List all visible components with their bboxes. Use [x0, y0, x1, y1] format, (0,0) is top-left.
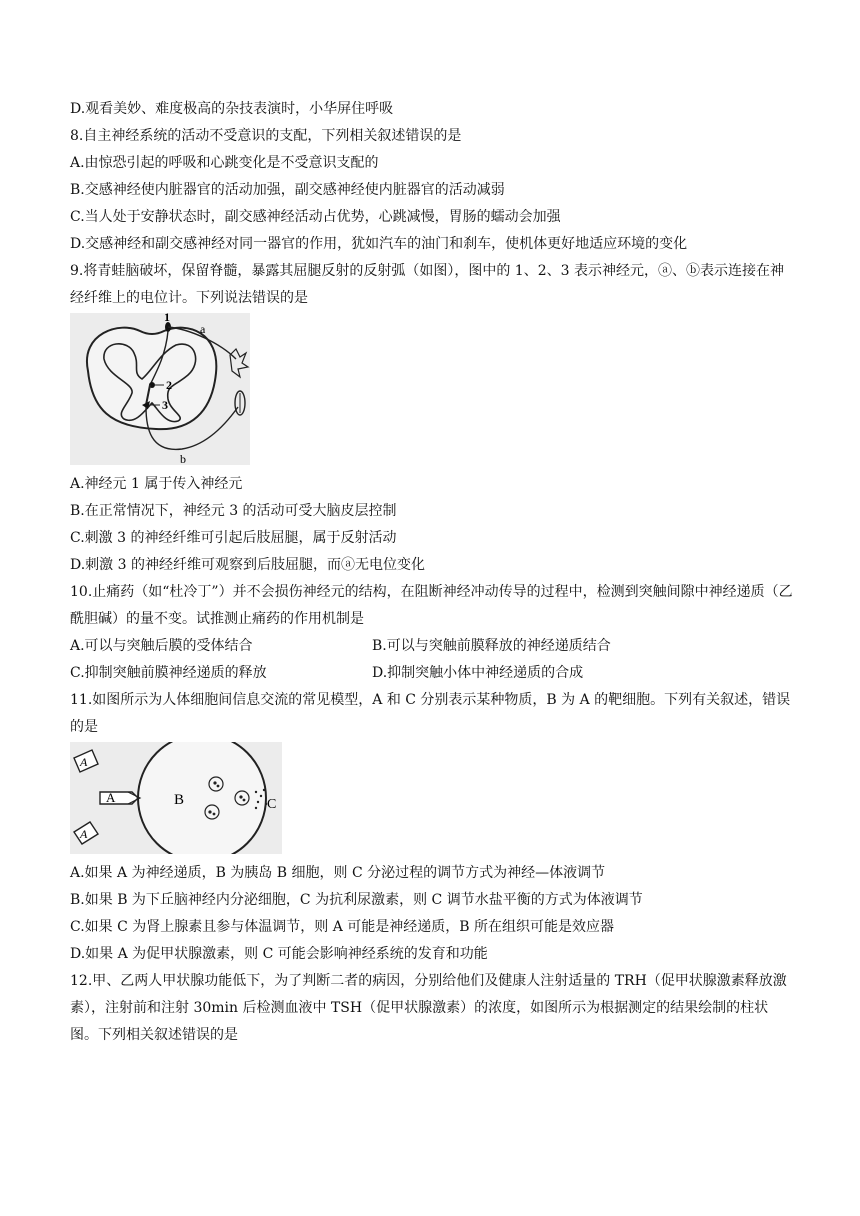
q8-stem: 8.自主神经系统的活动不受意识的支配，下列相关叙述错误的是	[70, 128, 462, 144]
label-b: B	[174, 792, 185, 808]
label-b: b	[180, 452, 186, 465]
q11-option-a: A.如果 A 为神经递质，B 为胰岛 B 细胞，则 C 分泌过程的调节方式为神经—体液调节	[70, 865, 606, 881]
q9-option-c: C.刺激 3 的神经纤维可引起后肢屈腿，属于反射活动	[70, 530, 397, 546]
label-1: 1	[164, 313, 170, 324]
q11-option-b: B.如果 B 为下丘脑神经内分泌细胞，C 为抗利尿激素，则 C 调节水盐平衡的方式为体液调节	[70, 892, 643, 908]
q10-option-b: B.可以与突触前膜释放的神经递质结合	[372, 638, 611, 654]
q10-option-c: C.抑制突触前膜神经递质的释放	[70, 665, 267, 681]
q11-option-c: C.如果 C 为肾上腺素且参与体温调节，则 A 可能是神经递质，B 所在组织可能是效应器	[70, 919, 615, 935]
label-a-bound: A	[106, 790, 116, 805]
q8-option-a: A.由惊恐引起的呼吸和心跳变化是不受意识支配的	[70, 155, 379, 171]
q10-option-d: D.抑制突触小体中神经递质的合成	[372, 665, 584, 681]
spinal-cord-outline	[87, 328, 216, 430]
q9-stem: 9.将青蛙脑破坏，保留脊髓，暴露其屈腿反射的反射弧（如图），图中的 1、2、3 表示神经元，ⓐ、ⓑ表示连接在神经纤维上的电位计。下列说法错误的是	[70, 263, 784, 306]
label-3: 3	[162, 398, 168, 412]
q7-option-d: D.观看美妙、难度极高的杂技表演时，小华屏住呼吸	[70, 101, 394, 117]
q8-option-b: B.交感神经使内脏器官的活动加强，副交感神经使内脏器官的活动减弱	[70, 182, 505, 198]
q11-stem: 11.如图所示为人体细胞间信息交流的常见模型，A 和 C 分别表示某种物质，B 为 A 的靶细胞。下列有关叙述，错误的是	[70, 692, 791, 735]
exam-page	[70, 96, 800, 1049]
label-a: a	[200, 322, 206, 336]
q8-option-c: C.当人处于安静状态时，副交感神经活动占优势，心跳减慢，胃肠的蠕动会加强	[70, 209, 561, 225]
q10-options-row-2	[70, 660, 800, 687]
q9-option-d: D.刺激 3 的神经纤维可观察到后肢屈腿，而ⓐ无电位变化	[70, 557, 425, 573]
q10-stem: 10.止痛药（如“杜冷丁”）并不会损伤神经元的结构，在阻断神经冲动传导的过程中，检测到突触间隙中神经递质（乙酰胆碱）的量不变。试推测止痛药的作用机制是	[70, 584, 793, 627]
target-cell-b	[138, 742, 266, 854]
q10-option-a: A.可以与突触后膜的受体结合	[70, 638, 253, 654]
q11-option-d: D.如果 A 为促甲状腺激素，则 C 可能会影响神经系统的发育和功能	[70, 946, 488, 962]
cell-signaling-figure	[70, 742, 800, 858]
label-a-free-2: A	[80, 827, 88, 841]
reflex-arc-figure	[70, 313, 800, 469]
label-2: 2	[166, 378, 172, 392]
label-a-free-1: A	[80, 755, 88, 769]
q8-option-d: D.交感神经和副交感神经对同一器官的作用，犹如汽车的油门和刹车，使机体更好地适应环境的变化	[70, 236, 688, 252]
q10-options-row-1	[70, 633, 800, 660]
q9-option-b: B.在正常情况下，神经元 3 的活动可受大脑皮层控制	[70, 503, 397, 519]
q9-option-a: A.神经元 1 属于传入神经元	[70, 476, 243, 492]
q12-stem: 12.甲、乙两人甲状腺功能低下，为了判断二者的病因，分别给他们及健康人注射适量的 TRH（促甲状腺激素释放激素），注射前和注射 30min 后检测血液中 TSH（促甲状腺激素）的浓度，如图所示为根据测定的结果绘制的柱状图。下列相关叙述错误的是	[70, 973, 787, 1043]
label-c: C	[267, 797, 277, 812]
